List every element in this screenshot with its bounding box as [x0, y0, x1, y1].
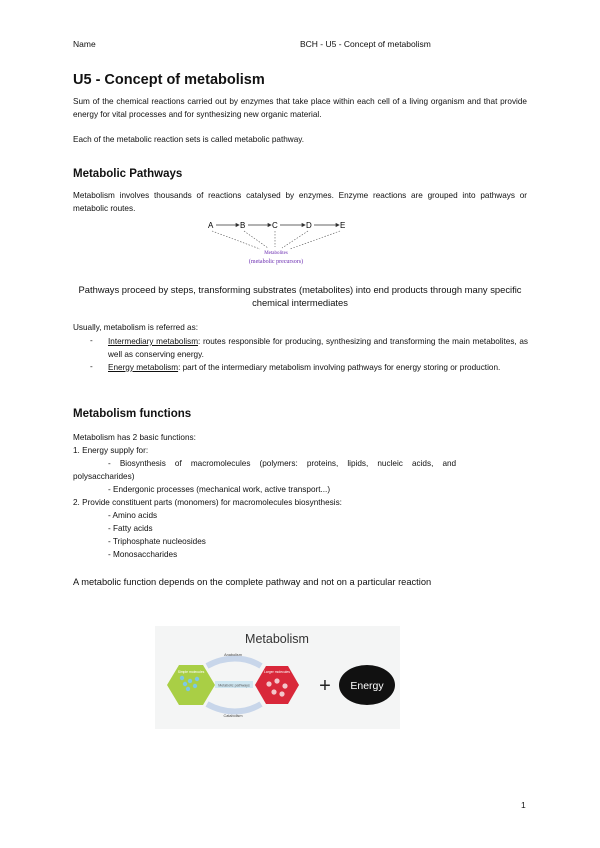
anabolism-label: Anabolism: [224, 653, 242, 657]
node-e: E: [340, 221, 346, 230]
metabolite-pointers: [212, 231, 340, 249]
functions-intro: Metabolism has 2 basic functions:: [73, 433, 196, 442]
pathway-diagram: [200, 216, 360, 268]
monomer-item: - Triphosphate nucleosides: [108, 537, 206, 546]
pathways-paragraph: Metabolism involves thousands of reactions catalysed by enzymes. Enzyme reactions are grouped into pathways or metabolic routes.: [73, 191, 527, 213]
intro-paragraph: Sum of the chemical reactions carried out by enzymes that take place within each cell of a living organism and that provide energy for vital processes and for synthesizing new organic material.: [73, 97, 527, 119]
energy-text: : part of the intermediary metabolism involving pathways for energy storing or production.: [178, 363, 501, 372]
pathway-definition: Each of the metabolic reaction sets is called metabolic pathway.: [73, 135, 305, 144]
anabolism-arrow: [207, 659, 261, 667]
middle-label: Metabolic pathways: [218, 683, 250, 688]
left-hex-label: Simple molecules: [177, 670, 205, 674]
intermediary-item: [108, 336, 528, 361]
node-c: C: [272, 221, 278, 230]
header-name: Name: [73, 39, 96, 49]
monomer-item: - Amino acids: [108, 511, 158, 520]
precursors-label: (metabolic precursors): [248, 259, 304, 265]
intermediary-text: : routes responsible for producing, synthesizing and transforming the main metabolites, as well as conserving energy.: [108, 337, 528, 359]
function-2: 2. Provide constituent parts (monomers) for macromolecules biosynthesis:: [73, 498, 342, 507]
closing-statement: A metabolic function depends on the complete pathway and not on a particular reaction: [73, 577, 432, 587]
page-number: 1: [521, 800, 526, 810]
energy-label: Energy: [350, 680, 384, 692]
page-title: U5 - Concept of metabolism: [73, 72, 265, 88]
figure-title: Metabolism: [245, 632, 309, 646]
function-1b: - Endergonic processes (mechanical work, active transport...): [108, 485, 331, 494]
function-1: 1. Energy supply for:: [73, 446, 149, 455]
bullet-dash: -: [90, 362, 93, 371]
node-a: A: [208, 221, 214, 230]
bullet-dash: -: [90, 336, 93, 345]
node-b: B: [240, 221, 246, 230]
function-1a-line1: - Biosynthesis of macromolecules (polymers: proteins, lipids, nucleic acids, and: [108, 459, 457, 468]
right-hex-label: Larger molecules: [263, 670, 291, 674]
metabolism-figure: [155, 626, 400, 729]
metabolism-illustration: [155, 626, 400, 729]
usually-text: Usually, metabolism is referred as:: [73, 323, 198, 332]
plus-sign: +: [319, 675, 331, 697]
monomer-item: - Monosaccharides: [108, 550, 178, 559]
catabolism-label: Catabolism: [223, 714, 243, 718]
intermediary-term: Intermediary metabolism: [108, 337, 199, 346]
header-course: BCH - U5 - Concept of metabolism: [300, 39, 431, 49]
section-heading-functions: Metabolism functions: [73, 408, 192, 420]
function-1a-line2: polysaccharides): [73, 472, 135, 481]
catabolism-arrow: [207, 704, 261, 712]
metabolites-label: Metabolites: [264, 251, 288, 256]
node-d: D: [306, 221, 312, 230]
energy-item: [108, 362, 528, 375]
pathways-summary: Pathways proceed by steps, transforming substrates (metabolites) into end products through many specific chemical intermediates: [78, 284, 522, 308]
section-heading-pathways: Metabolic Pathways: [73, 168, 183, 180]
monomer-item: - Fatty acids: [108, 524, 153, 533]
energy-term: Energy metabolism: [108, 363, 179, 372]
